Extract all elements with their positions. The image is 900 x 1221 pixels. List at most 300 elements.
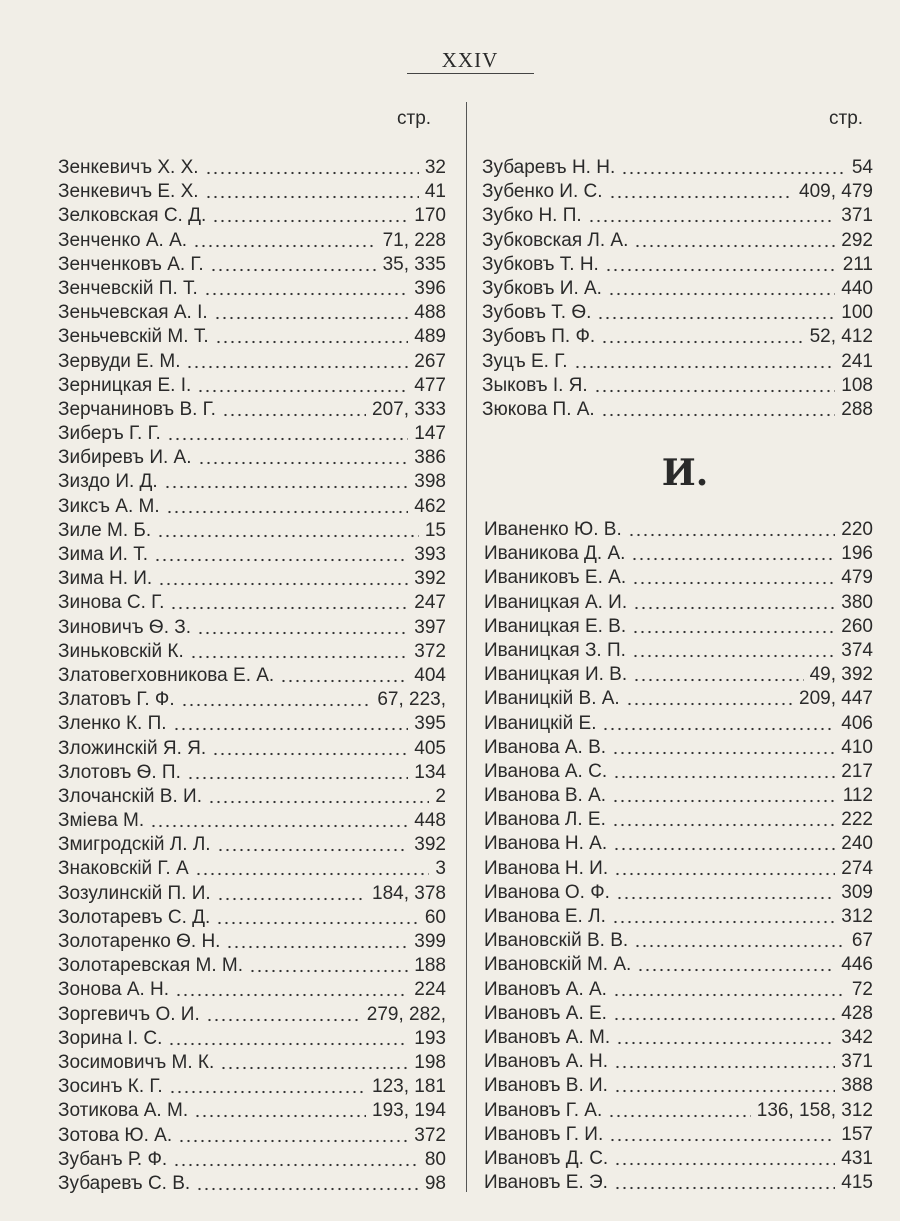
dot-leader (150, 809, 408, 833)
entry-pages: 170 (414, 205, 446, 227)
entry-name: Зервуди Е. М. (58, 350, 181, 372)
dot-leader (204, 277, 408, 301)
index-entry (484, 712, 873, 736)
index-entry (58, 519, 446, 543)
dot-leader (613, 760, 835, 784)
index-entry (58, 325, 446, 349)
entry-name: Ивановъ Е. Э. (484, 1172, 608, 1194)
dot-leader (220, 1051, 408, 1075)
entry-name: Зубаревъ С. В. (58, 1172, 191, 1194)
dot-leader (637, 953, 835, 977)
entry-pages: 374 (841, 639, 873, 661)
entry-pages: 123, 181 (372, 1076, 446, 1098)
index-entry (58, 374, 446, 398)
dot-leader (214, 301, 409, 325)
index-entry (484, 736, 873, 760)
entry-pages: 380 (841, 591, 873, 613)
index-entry (484, 663, 873, 687)
entry-name: Зонова А. Н. (58, 979, 170, 1001)
entry-name: Ивановъ А. Н. (484, 1051, 609, 1073)
entry-name: Иванова Н. И. (484, 857, 609, 879)
dot-leader (205, 180, 419, 204)
dot-leader (613, 1002, 835, 1026)
entry-name: Иваниковъ Е. А. (484, 567, 627, 589)
dot-leader (608, 277, 835, 301)
dot-leader (601, 398, 836, 422)
index-entry (484, 591, 873, 615)
dot-leader (614, 1050, 835, 1074)
entry-pages: 398 (414, 471, 446, 493)
dot-leader (626, 687, 793, 711)
dot-leader (205, 156, 419, 180)
dot-leader (616, 1026, 835, 1050)
entry-name: Зерницкая Е. І. (58, 374, 192, 396)
entry-pages: 396 (414, 277, 446, 299)
index-entry (484, 857, 873, 881)
entry-pages: 397 (414, 616, 446, 638)
column-header-left: стр. (397, 108, 432, 129)
entry-name: Золотаренко Ѳ. Н. (58, 931, 221, 952)
entry-pages: 247 (414, 592, 446, 614)
entry-pages: 100 (841, 302, 873, 324)
index-entry (484, 832, 873, 856)
entry-pages: 2 (435, 785, 446, 807)
index-entry (58, 785, 446, 809)
dot-leader (609, 180, 794, 204)
index-entry (484, 929, 873, 953)
index-entry (58, 350, 446, 374)
entry-name: Зенченковъ А. Г. (58, 253, 204, 275)
entry-pages: 406 (841, 712, 873, 734)
index-entry (58, 930, 446, 954)
entry-pages: 108 (841, 374, 873, 396)
entry-pages: 60 (424, 906, 446, 928)
entry-pages: 260 (841, 615, 873, 637)
entry-name: Зиберъ Г. Г. (58, 423, 161, 445)
entry-pages: 448 (414, 810, 446, 832)
index-entry (484, 1147, 873, 1171)
dot-leader (222, 398, 366, 422)
entry-pages: 279, 282, (366, 1003, 446, 1025)
index-entry (58, 301, 446, 325)
entry-name: Золотаревъ С. Д. (58, 906, 211, 928)
entry-name: Зиле М. Б. (58, 519, 152, 541)
dot-leader (158, 567, 408, 591)
index-entry (484, 760, 873, 784)
entry-pages: 184, 378 (372, 882, 446, 904)
index-entry (482, 229, 873, 253)
dot-leader (628, 518, 836, 542)
entry-name: Зибиревъ И. А. (58, 447, 192, 469)
entry-name: Зубовъ Т. Ѳ. (482, 302, 592, 324)
dot-leader (157, 519, 419, 543)
dot-leader (212, 737, 408, 761)
index-entry (58, 422, 446, 446)
entry-name: Ивановскій М. А. (484, 954, 632, 976)
entry-name: Зима И. Т. (58, 544, 148, 565)
entry-name: Зуцъ Е. Г. (482, 350, 568, 372)
entry-name: Иваницкая Е. В. (484, 615, 627, 637)
entry-pages: 446 (841, 954, 873, 976)
entry-pages: 292 (841, 229, 873, 251)
index-entry (58, 761, 446, 785)
entry-pages: 136, 158, 312 (756, 1099, 873, 1121)
index-entry (58, 1075, 446, 1099)
entry-name: Иванова А. С. (484, 760, 608, 782)
entry-name: Зубковъ И. А. (482, 277, 602, 299)
dot-leader (194, 1099, 366, 1123)
dot-leader (612, 784, 837, 808)
entry-name: Зорина І. С. (58, 1027, 163, 1049)
entry-pages: 428 (841, 1002, 873, 1024)
entry-pages: 80 (424, 1148, 446, 1170)
entry-pages: 71, 228 (382, 229, 446, 251)
index-entry (58, 954, 446, 978)
dot-leader (196, 1172, 419, 1196)
dot-leader (602, 712, 835, 736)
index-entry (58, 567, 446, 591)
index-entry (482, 277, 873, 301)
index-entry (484, 1074, 873, 1098)
entry-pages: 54 (851, 157, 873, 178)
dot-leader (612, 808, 835, 832)
entry-pages: 209, 447 (799, 688, 873, 710)
entry-name: Ивановъ В. И. (484, 1075, 608, 1097)
entry-pages: 198 (414, 1051, 446, 1073)
entry-name: Зиксъ А. М. (58, 495, 160, 517)
right-index-list-i (484, 518, 873, 1195)
entry-pages: 217 (841, 760, 873, 782)
dot-leader (632, 615, 835, 639)
entry-pages: 15 (424, 519, 446, 541)
entry-name: Зенкевичъ Х. Х. (58, 157, 199, 178)
dot-leader (210, 253, 377, 277)
index-entry (482, 374, 873, 398)
dot-leader (280, 664, 408, 688)
entry-pages: 224 (414, 979, 446, 1001)
dot-leader (588, 204, 836, 228)
index-entry (58, 277, 446, 301)
entry-pages: 371 (841, 205, 873, 227)
dot-leader (612, 905, 835, 929)
dot-leader (601, 325, 803, 349)
entry-name: Зиздо И. Д. (58, 471, 158, 493)
entry-pages: 410 (841, 736, 873, 758)
entry-name: Зыковъ І. Я. (482, 374, 588, 396)
dot-leader (614, 1147, 835, 1171)
entry-pages: 288 (841, 398, 873, 420)
dot-leader (616, 881, 835, 905)
entry-name: Иванова Н. А. (484, 833, 608, 855)
entry-name: Ивановъ А. Е. (484, 1002, 607, 1024)
index-entry (58, 1172, 446, 1196)
index-entry (58, 857, 446, 881)
index-entry (58, 398, 446, 422)
entry-name: Зенчевскій П. Т. (58, 277, 198, 299)
index-entry (58, 1099, 446, 1123)
entry-pages: 222 (841, 809, 873, 831)
dot-leader (170, 591, 408, 615)
dot-leader (178, 1124, 408, 1148)
entry-name: Зубанъ Р. Ф. (58, 1148, 168, 1170)
index-entry (58, 229, 446, 253)
column-divider (466, 102, 467, 1192)
dot-leader (608, 1099, 751, 1123)
index-entry (484, 566, 873, 590)
entry-name: Иваницкая З. П. (484, 639, 626, 661)
entry-name: Зотикова А. М. (58, 1100, 189, 1122)
entry-name: Зенченко А. А. (58, 229, 188, 251)
index-entry (58, 688, 446, 712)
entry-pages: 405 (414, 737, 446, 759)
dot-leader (208, 785, 429, 809)
entry-pages: 267 (414, 350, 446, 372)
index-entry (484, 1050, 873, 1074)
page-number-rule (407, 73, 534, 74)
index-entry (484, 905, 873, 929)
entry-pages: 371 (841, 1051, 873, 1073)
entry-pages: 241 (841, 350, 873, 372)
entry-name: Зотова Ю. А. (58, 1124, 173, 1146)
entry-pages: 35, 335 (382, 253, 446, 275)
entry-pages: 220 (841, 519, 873, 540)
index-entry (484, 1002, 873, 1026)
entry-name: Зложинскій Я. Я. (58, 737, 207, 759)
dot-leader (164, 470, 409, 494)
index-entry (482, 180, 873, 204)
entry-name: Ивановъ Г. А. (484, 1099, 603, 1121)
dot-leader (612, 736, 835, 760)
entry-name: Иваникова Д. А. (484, 543, 626, 565)
entry-name: Зеньчевскій М. Т. (58, 326, 209, 348)
entry-pages: 49, 392 (809, 664, 873, 686)
entry-name: Зерчаниновъ В. Г. (58, 398, 216, 420)
index-entry (484, 1171, 873, 1195)
index-entry (58, 664, 446, 688)
dot-leader (597, 301, 835, 325)
page-number: XXIV (441, 48, 499, 72)
entry-name: Златовегховникова Е. А. (58, 664, 275, 686)
index-entry (58, 1051, 446, 1075)
entry-name: Ивановъ А. А. (484, 978, 607, 1000)
index-entry (58, 833, 446, 857)
dot-leader (206, 1003, 361, 1027)
entry-name: Зубковская Л. А. (482, 229, 629, 251)
entry-pages: 211 (842, 253, 873, 275)
entry-name: Зубковъ Т. Н. (482, 253, 599, 275)
entry-pages: 404 (414, 664, 446, 686)
index-entry (482, 156, 873, 180)
entry-pages: 399 (414, 931, 446, 952)
entry-pages: 72 (851, 978, 873, 1000)
dot-leader (173, 712, 409, 736)
index-entry (58, 495, 446, 519)
index-entry (484, 1123, 873, 1147)
dot-leader (197, 374, 408, 398)
index-entry (58, 640, 446, 664)
entry-name: Зосинъ К. Г. (58, 1076, 163, 1098)
dot-leader (226, 930, 408, 954)
dot-leader (195, 857, 430, 881)
dot-leader (181, 688, 372, 712)
index-entry (482, 204, 873, 228)
dot-leader (613, 832, 835, 856)
dot-leader (167, 422, 408, 446)
entry-pages: 462 (414, 495, 446, 517)
entry-name: Зенкевичъ Е. Х. (58, 181, 199, 203)
index-entry (58, 543, 446, 567)
index-entry (58, 616, 446, 640)
entry-pages: 112 (842, 785, 873, 807)
index-entry (484, 639, 873, 663)
index-entry (482, 398, 873, 422)
index-entry (58, 882, 446, 906)
entry-name: Златовъ Г. Ф. (58, 689, 175, 711)
entry-pages: 67 (851, 930, 873, 952)
index-entry (484, 542, 873, 566)
entry-name: Золотаревская М. М. (58, 955, 243, 977)
entry-pages: 388 (841, 1075, 873, 1097)
entry-pages: 98 (424, 1172, 446, 1194)
index-entry (484, 808, 873, 832)
entry-pages: 207, 333 (372, 398, 446, 420)
index-entry (58, 253, 446, 277)
index-entry (484, 518, 873, 542)
entry-pages: 3 (435, 858, 446, 880)
entry-name: Злотовъ Ѳ. П. (58, 761, 181, 783)
dot-leader (634, 229, 835, 253)
entry-pages: 395 (414, 713, 446, 735)
dot-leader (197, 616, 408, 640)
dot-leader (216, 906, 419, 930)
entry-pages: 409, 479 (799, 181, 873, 203)
entry-pages: 392 (414, 568, 446, 590)
entry-name: Ивановскій В. В. (484, 930, 629, 952)
index-entry (482, 253, 873, 277)
entry-name: Иванова Л. Е. (484, 809, 606, 831)
index-entry (482, 350, 873, 374)
entry-name: Зубаревъ Н. Н. (482, 157, 616, 178)
entry-name: Зелковская С. Д. (58, 205, 207, 227)
dot-leader (613, 978, 846, 1002)
entry-name: Ивановъ Д. С. (484, 1147, 609, 1169)
entry-name: Зленко К. П. (58, 713, 167, 735)
index-entry (58, 809, 446, 833)
index-entry (482, 325, 873, 349)
entry-name: Зубко Н. П. (482, 205, 582, 227)
right-index-list-z (482, 156, 873, 422)
entry-name: Зубовъ П. Ф. (482, 326, 596, 348)
dot-leader (169, 1075, 366, 1099)
entry-pages: 147 (414, 423, 446, 445)
entry-pages: 386 (414, 447, 446, 469)
entry-pages: 312 (841, 906, 873, 927)
index-entry (484, 784, 873, 808)
entry-name: Иваницкій В. А. (484, 688, 620, 710)
index-entry (58, 906, 446, 930)
index-entry (58, 737, 446, 761)
entry-name: Зиновичъ Ѳ. З. (58, 616, 191, 638)
dot-leader (614, 857, 835, 881)
dot-leader (574, 350, 836, 374)
index-entry (58, 1003, 446, 1027)
entry-pages: 488 (414, 302, 446, 324)
entry-pages: 372 (414, 1124, 446, 1146)
dot-leader (193, 229, 377, 253)
dot-leader (173, 1148, 419, 1172)
entry-pages: 196 (841, 543, 873, 565)
index-entry (58, 1124, 446, 1148)
index-entry (484, 615, 873, 639)
entry-pages: 188 (414, 955, 446, 977)
dot-leader (217, 833, 409, 857)
dot-leader (605, 253, 837, 277)
dot-leader (187, 761, 408, 785)
index-entry (58, 204, 446, 228)
dot-leader (217, 882, 366, 906)
entry-name: Змигродскій Л. Л. (58, 834, 211, 856)
entry-name: Зюкова П. А. (482, 398, 595, 420)
entry-name: Иваненко Ю. В. (484, 519, 622, 540)
index-entry (58, 446, 446, 470)
dot-leader (614, 1074, 835, 1098)
entry-pages: 489 (414, 326, 446, 348)
index-entry (484, 881, 873, 905)
dot-leader (594, 374, 836, 398)
dot-leader (609, 1123, 835, 1147)
entry-name: Иваницкая А. И. (484, 591, 628, 613)
entry-pages: 41 (424, 181, 446, 203)
dot-leader (175, 978, 408, 1002)
dot-leader (634, 929, 846, 953)
entry-name: Зеньчевская А. І. (58, 302, 208, 324)
entry-name: Злочанскій В. И. (58, 785, 202, 807)
entry-pages: 392 (414, 834, 446, 856)
entry-pages: 134 (414, 761, 446, 783)
index-entry (58, 1148, 446, 1172)
index-entry (58, 1027, 446, 1051)
entry-name: Иваницкая И. В. (484, 664, 628, 686)
dot-leader (215, 325, 409, 349)
entry-name: Зубенко И. С. (482, 181, 603, 203)
index-entry (484, 953, 873, 977)
entry-pages: 372 (414, 640, 446, 662)
dot-leader (249, 954, 408, 978)
entry-pages: 52, 412 (809, 326, 873, 348)
entry-pages: 32 (424, 157, 446, 178)
entry-pages: 157 (841, 1123, 873, 1145)
entry-pages: 342 (841, 1026, 873, 1048)
dot-leader (631, 542, 835, 566)
section-letter: И. (661, 452, 709, 494)
entry-pages: 477 (414, 374, 446, 396)
dot-leader (186, 350, 408, 374)
index-entry (58, 591, 446, 615)
entry-pages: 193 (414, 1027, 446, 1049)
entry-pages: 193, 194 (372, 1100, 446, 1122)
index-entry (484, 978, 873, 1002)
dot-leader (632, 639, 835, 663)
entry-pages: 309 (841, 881, 873, 903)
entry-pages: 415 (841, 1172, 873, 1194)
entry-name: Иванова Е. Л. (484, 906, 606, 927)
entry-pages: 440 (841, 277, 873, 299)
entry-pages: 393 (414, 544, 446, 565)
entry-name: Иванова В. А. (484, 785, 607, 807)
entry-name: Иванова А. В. (484, 736, 607, 758)
index-entry (482, 301, 873, 325)
dot-leader (614, 1171, 835, 1195)
